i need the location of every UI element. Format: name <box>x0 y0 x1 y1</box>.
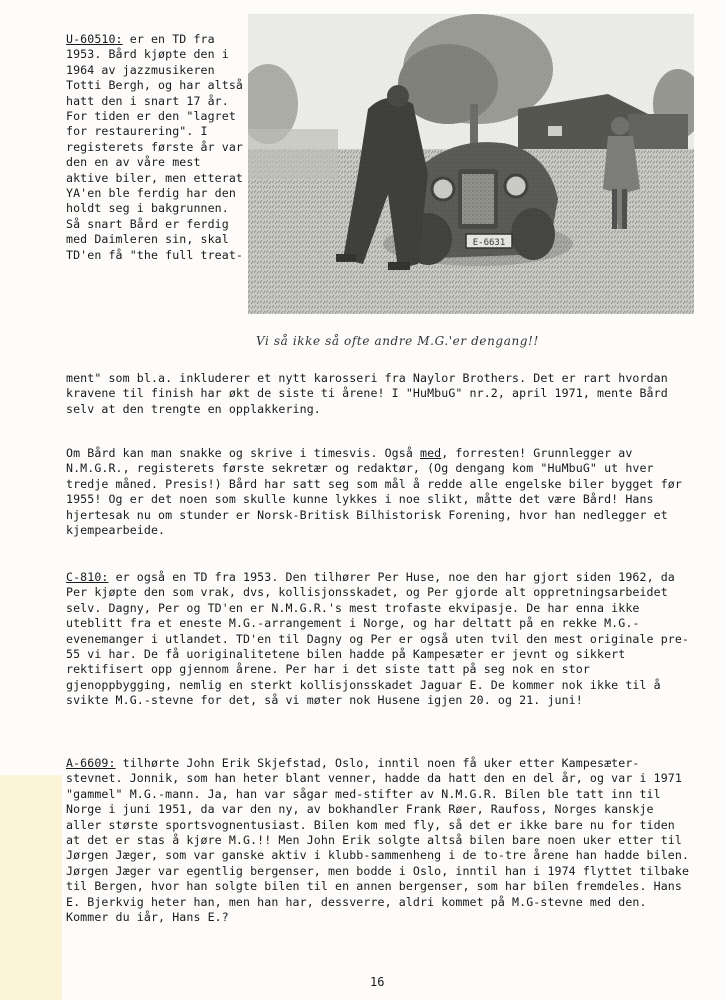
registration-label-c810: C-810: <box>66 570 109 584</box>
section-c810 <box>66 570 696 709</box>
section-a6609-text: tilhørte John Erik Skjefstad, Oslo, inntil noen få uker etter Kampesæter-stevnet. Jonnik, som han heter blant venner, hadde da hatt den en del år, og var i 1971 "gammel" M.G.-mann. Ja, han var sågar med-stifter av N.M.G.R. Bilen ble tatt inn til Norge i juni 1951, da var den ny, av bokhandler Frank Røer, Raufoss, Norges kanskje aller største sportsvognentusiast. Bilen kom med fly, så det er ikke bare nu for tiden at det er stas å kjøre M.G.!! Men John Erik solgte altså bilen bare noen uker etter til Jørgen Jæger, som var ganske aktiv i klubb-sammenheng i de to-tre årene han hadde bilen. Jørgen Jæger var egentlig bergenser, men bodde i Oslo, inntil han i 1974 flyttet tilbake til Bergen, hvor han solgte bilen til en annen bergenser, som har bilen fremdeles. Hans E. Bjerkvig heter han, men han har, dessverre, aldri kommet på M.G-stevne med den. Kommer du iår, Hans E.? <box>66 756 690 925</box>
vintage-mg-photo <box>248 14 694 314</box>
paragraph2-underlined-word: med <box>420 446 442 460</box>
section1-continued-text: ment" som bl.a. inkluderer et nytt karosseri fra Naylor Brothers. Det er rart hvordan kravene til finish har økt de siste ti årene! I "HuMbuG" nr.2, april 1971, mente Bård selv at den trengte en opplakkering. <box>66 371 668 416</box>
section1-wrapped-text <box>66 32 246 263</box>
section1-continued <box>66 371 696 417</box>
section1-intro: er en TD fra 1953. Bård kjøpte den i 1964 av jazzmusikeren Totti Bergh, og har altså hatt den i snart 17 år. For tiden er den "lagret for restaurering". I registerets første år var den en av våre mest aktive biler, men etterat YA'en ble ferdig har den holdt seg i bakgrunnen. Så snart Bård er ferdig med Daimleren sin, skal TD'en få "the full treat- <box>66 32 244 262</box>
paragraph2-rest: , forresten! Grunnlegger av N.M.G.R., registerets første sekretær og redaktør, (Og dengang kom "HuMbuG" ut hver tredje måned. Presis!) Bård har satt seg som mål å redde alle engelske biler bygget før 1955! Og er det noen som skulle kunne lykkes i noe slikt, måtte det være Bård! Hans hjertesak nu om stunder er Norsk-Britisk Bilhistorisk Forening, hvor han nedlegger et kjempearbeide. <box>66 446 682 538</box>
photo-illustration <box>248 14 694 314</box>
photo-caption: Vi så ikke så ofte andre M.G.'er dengang!! <box>256 334 539 348</box>
section-a6609 <box>66 756 696 925</box>
page-edge-tab <box>0 775 62 1000</box>
registration-label-u60510: U-60510: <box>66 32 123 46</box>
section-c810-text: er også en TD fra 1953. Den tilhører Per Huse, noe den har gjort siden 1962, da Per kjøpte den som vrak, dvs, kollisjonsskadet, og Per gjorde alt oppretningsarbeidet selv. Dagny, Per og TD'en er N.M.G.R.'s mest trofaste ekvipasje. De har enna ikke uteblitt fra et eneste M.G.-arrangement i Norge, og har deltatt på en rekke M.G.-evenemanger i utlandet. TD'en til Dagny og Per er også uten tvil den mest originale pre-55 vi har. De få uoriginalitetene bilen hadde på Kampesæter er jevnt og sikkert rektifisert opp gjennom årene. Per har i det siste tatt på seg nok en stor gjenoppbygging, nemlig en sterkt kollisjonsskadet Jaguar E. De kommer nok ikke til å svikte M.G.-stevne for det, så vi møter nok Husene igjen 20. og 21. juni! <box>66 570 690 708</box>
paragraph2-start: Om Bård kan man snakke og skrive i timesvis. Også <box>66 446 413 460</box>
paragraph-baard <box>66 446 696 538</box>
registration-label-a6609: A-6609: <box>66 756 116 770</box>
license-plate: E-6631 <box>472 238 506 248</box>
page-number: 16 <box>370 975 385 989</box>
